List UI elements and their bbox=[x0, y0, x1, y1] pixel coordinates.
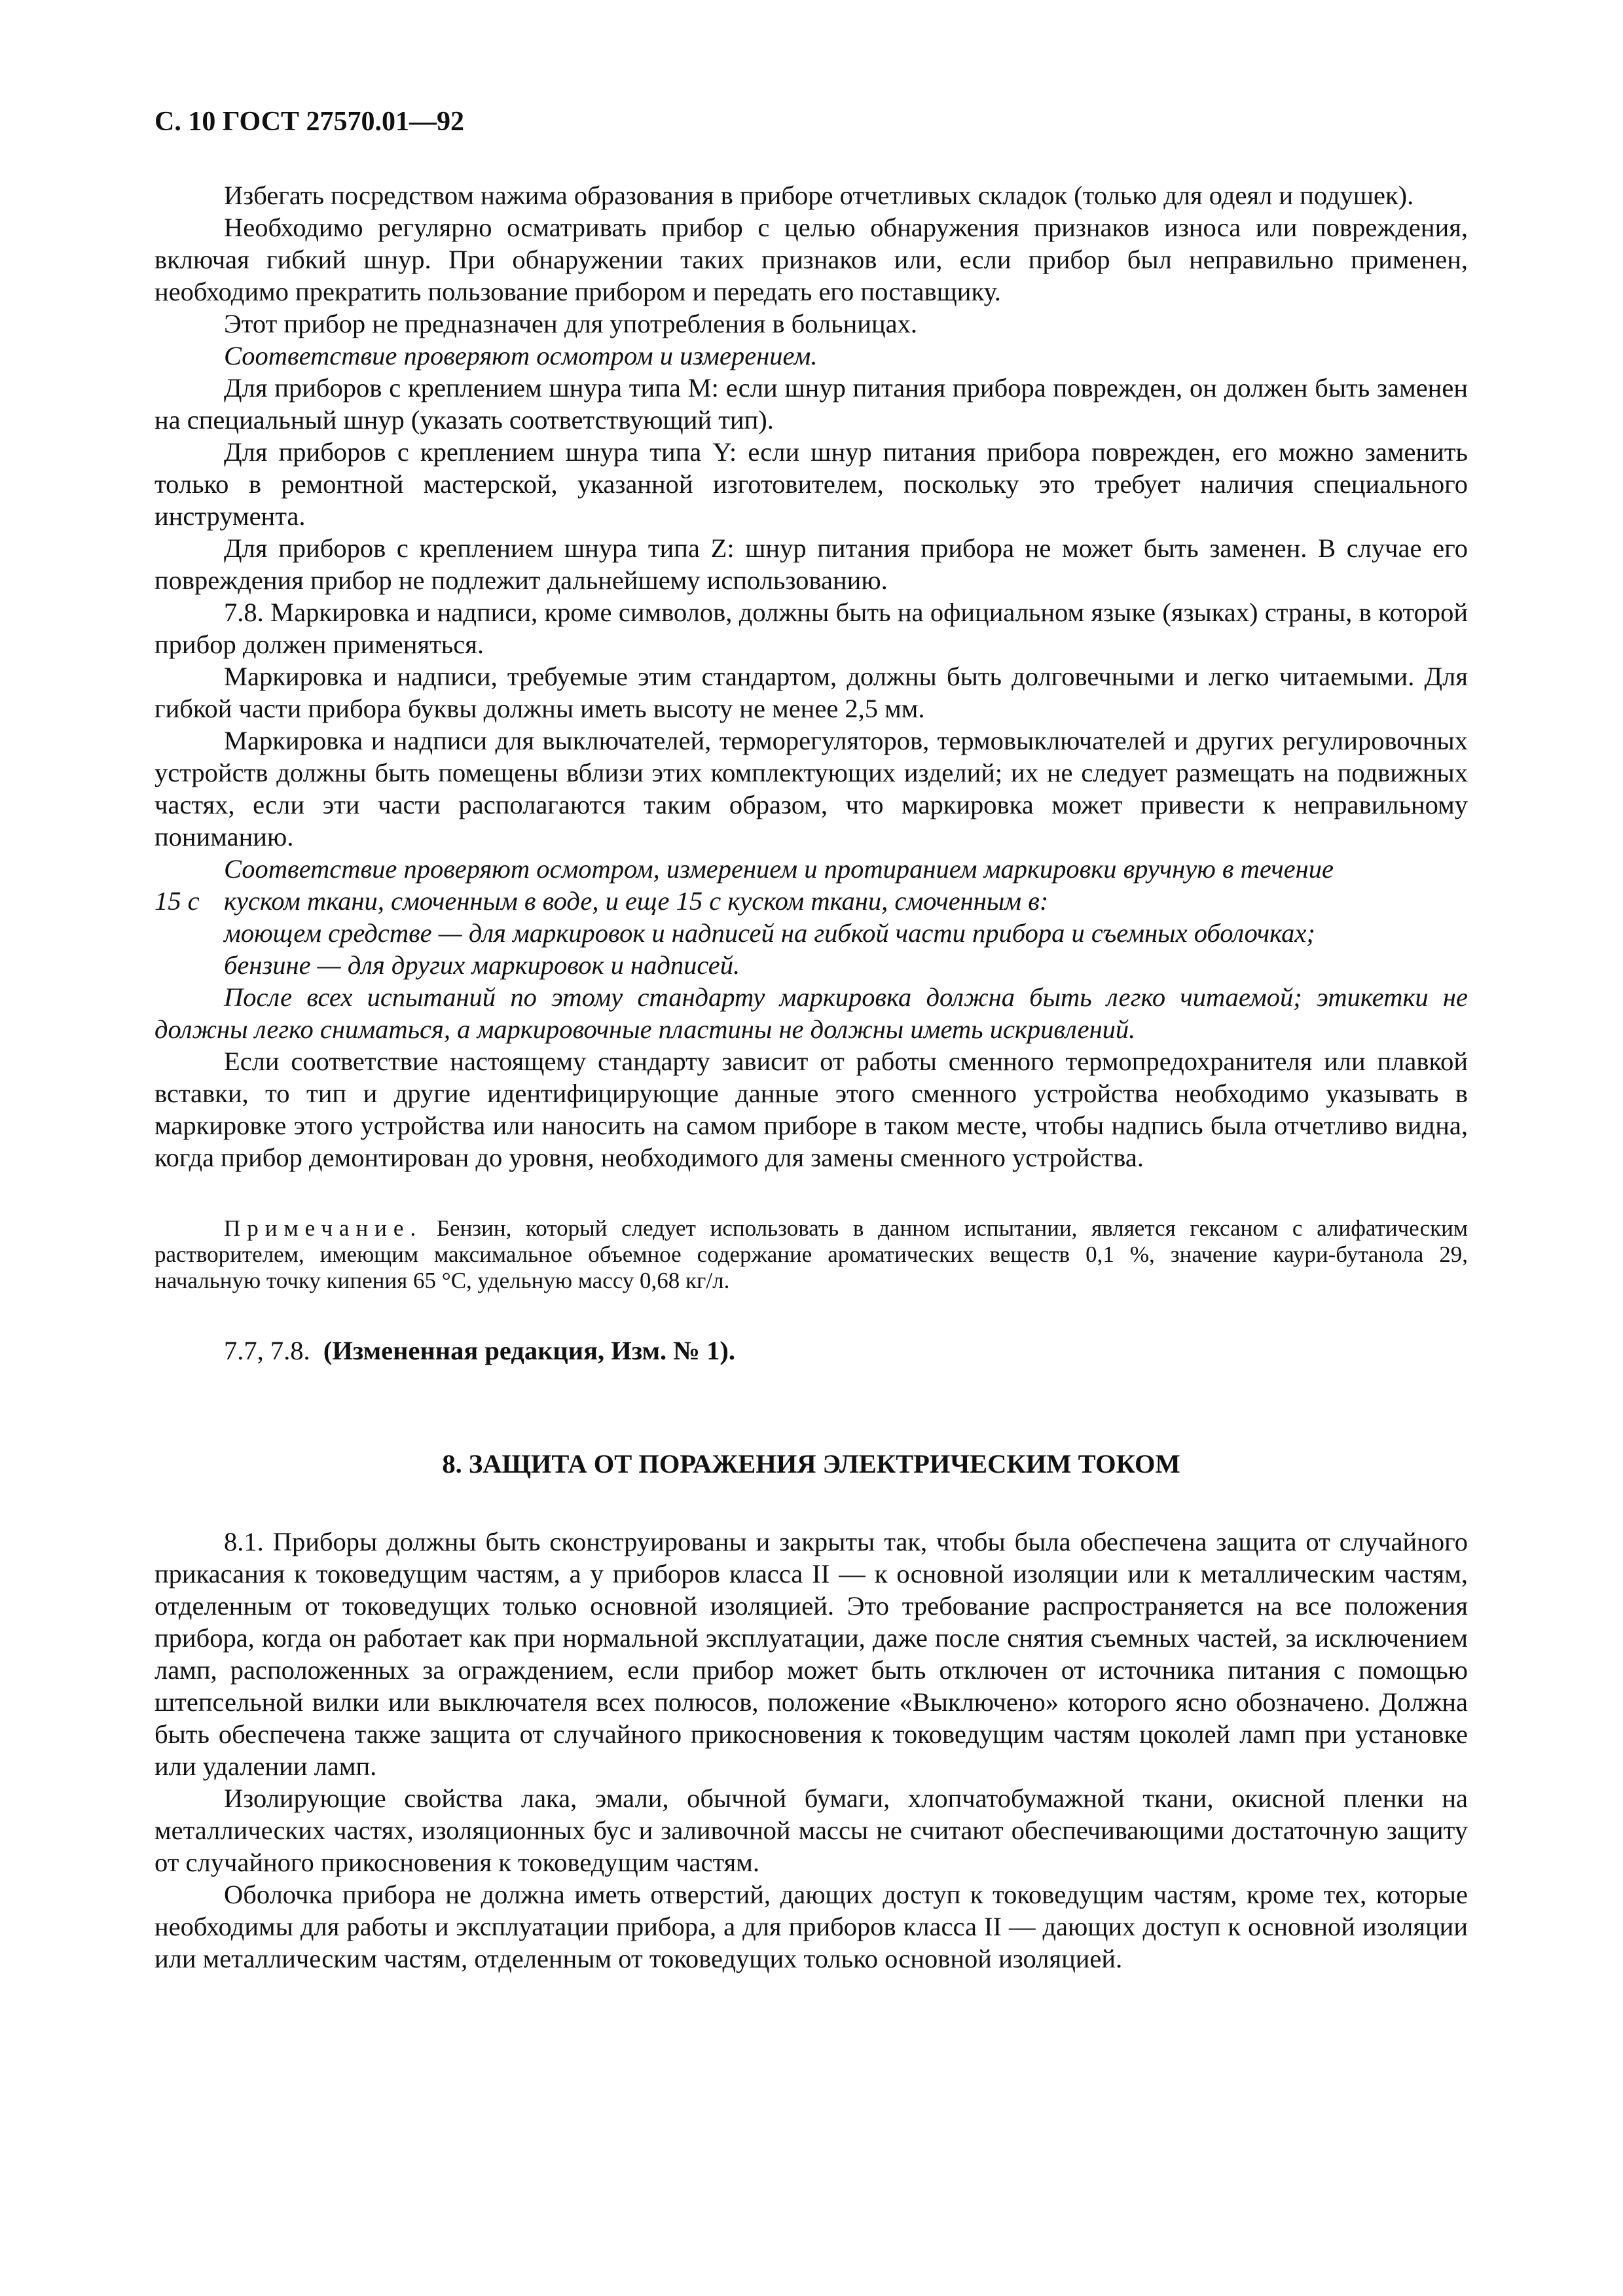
paragraph: Этот прибор не предназначен для употребления в больницах. bbox=[224, 309, 917, 338]
paragraph: Маркировка и надписи для выключателей, терморегуляторов, термовыключателей и других регулировочных устройств должны быть помещены вблизи этих комплектующих изделий; их не следует размещать на подвижных частях, если эти части располагаются таким образом, что маркировка может привести к неправильному пониманию. bbox=[155, 726, 1468, 852]
document-page bbox=[155, 105, 1468, 1975]
paragraph: Необходимо регулярно осматривать прибор с целью обнаружения признаков износа или повреждения, включая гибкий шнур. При обнаружении таких признаков или, если прибор был неправильно применен, необходимо прекратить пользование прибором и передать его поставщику. bbox=[155, 213, 1468, 306]
paragraph: Изолирующие свойства лака, эмали, обычной бумаги, хлопчатобумажной ткани, окисной пленки на металлических частях, изоляционных бус и заливочной массы не считают обеспечивающими достаточную защиту от случайного прикосновения к токоведущим частям. bbox=[155, 1784, 1468, 1877]
paragraph: Если соответствие настоящему стандарту зависит от работы сменного термопредохранителя или плавкой вставки, то тип и другие идентифицирующие данные этого сменного устройства необходимо указывать в маркировке этого устройства или наносить на самом приборе в таком месте, чтобы надпись была отчетливо видна, когда прибор демонтирован до уровня, необходимого для замены сменного устройства. bbox=[155, 1047, 1468, 1172]
paragraph: Для приборов с креплением шнура типа Z: шнур питания прибора не может быть заменен. В случае его повреждения прибор не подлежит дальнейшему использованию. bbox=[155, 533, 1468, 595]
amendment-line bbox=[155, 1335, 1468, 1367]
amendment-text: (Измененная редакция, Изм. № 1). bbox=[323, 1336, 735, 1365]
compliance-item: моющем средстве — для маркировок и надписей на гибкой части прибора и съемных оболочках; bbox=[224, 918, 1315, 948]
paragraph: Маркировка и надписи, требуемые этим стандартом, должны быть долговечными и легко читаемыми. Для гибкой части прибора буквы должны иметь высоту не менее 2,5 мм. bbox=[155, 662, 1468, 723]
paragraph-8-1: 8.1. Приборы должны быть сконструированы и закрыты так, чтобы была обеспечена защита от случайного прикасания к токоведущим частям, а у приборов класса II — к основной изоляции или к металлическим частям, отделенным от токоведущих только основной изоляцией. Это требование распространяется на все положения прибора, когда он работает как при нормальной эксплуатации, даже после снятия съемных частей, за исключением ламп, расположенных за ограждением, если прибор может быть отключен от источника питания с помощью штепсельной вилки или выключателя всех полюсов, положение «Выключено» которого ясно обозначено. Должна быть обеспечена также защита от случайного прикосновения к токоведущим частям цоколей ламп при установке или удалении ламп. bbox=[155, 1527, 1468, 1781]
note bbox=[155, 1215, 1468, 1294]
compliance-check-text: куском ткани, смоченным в воде, и еще 15 с куском ткани, смоченным в: bbox=[224, 886, 1049, 916]
note-label: Примечание. bbox=[224, 1215, 423, 1241]
paragraph: Для приборов с креплением шнура типа Y: если шнур питания прибора поврежден, его можно заменить только в ремонтной мастерской, указанной изготовителем, поскольку это требует наличия специального инструмента. bbox=[155, 437, 1468, 531]
compliance-check: После всех испытаний по этому стандарту маркировка должна быть легко читаемой; этикетки не должны легко сниматься, а маркировочные пластины не должны иметь искривлений. bbox=[155, 982, 1468, 1044]
paragraph: Оболочка прибора не должна иметь отверстий, дающих доступ к токоведущим частям, кроме тех, которые необходимы для работы и эксплуатации прибора, а для приборов класса II — дающих доступ к основной изоляции или металлическим частям, отделенным от токоведущих только основной изоляцией. bbox=[155, 1880, 1468, 1973]
compliance-check: Соответствие проверяют осмотром и измерением. bbox=[224, 341, 818, 370]
note-text: Бензин, который следует использовать в данном испытании, является гексаном с алифатическим растворителем, имеющим максимальное объемное содержание ароматических веществ 0,1 %, значение каури-бутанола 29, начальную точку кипения 65 °С, удельную массу 0,68 кг/л. bbox=[155, 1215, 1468, 1293]
compliance-check-continued bbox=[155, 885, 1468, 917]
paragraph: Избегать посредством нажима образования в приборе отчетливых складок (только для одеял и подушек). bbox=[224, 181, 1414, 210]
duration-label: 15 с bbox=[155, 886, 200, 916]
paragraph: Для приборов с креплением шнура типа М: если шнур питания прибора поврежден, он должен быть заменен на специальный шнур (указать соответствующий тип). bbox=[155, 373, 1468, 435]
paragraph-7-8: 7.8. Маркировка и надписи, кроме символов, должны быть на официальном языке (языках) страны, в которой прибор должен применяться. bbox=[155, 598, 1468, 659]
amendment-ref: 7.7, 7.8. bbox=[224, 1336, 310, 1365]
page-header: С. 10 ГОСТ 27570.01—92 bbox=[155, 107, 465, 137]
compliance-check: Соответствие проверяют осмотром, измерением и протиранием маркировки вручную в течение bbox=[224, 854, 1334, 884]
compliance-item: бензине — для других маркировок и надписей. bbox=[224, 950, 740, 980]
section-title: 8. ЗАЩИТА ОТ ПОРАЖЕНИЯ ЭЛЕКТРИЧЕСКИМ ТОКОМ bbox=[442, 1449, 1180, 1479]
